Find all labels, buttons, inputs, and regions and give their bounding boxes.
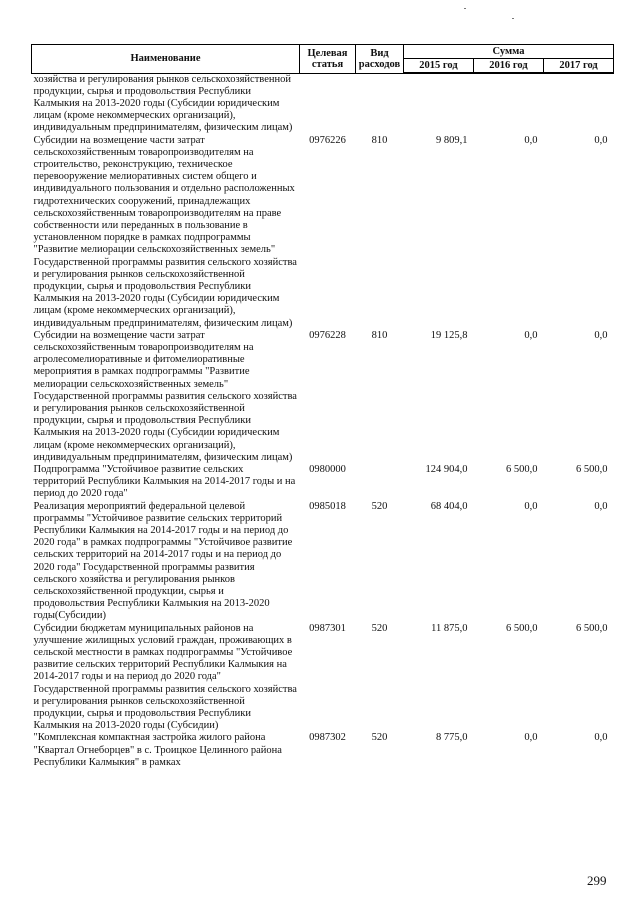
row-target-article: 0985018 (309, 500, 346, 512)
row-sum-2015 (404, 73, 474, 135)
scan-speck (464, 8, 466, 9)
header-year-2016: 2016 год (474, 59, 544, 74)
row-name: Субсидии на возмещение части затрат сельскохозяйственным товаропроизводителям на строительство, реконструкцию, техническое перевооружение мелиоративных систем общего и индивидуального пользования и отдельно расположенных гидротехнических сооружений, принадлежащих сельскохозяйственным товаропроизводителям на праве собственности или переданных в пользование в установленном порядке в рамках подпрограммы "Развитие мелиорации сельскохозяйственных земель" Государственной программы развития сельского хозяйства и регулирования рынков сельскохозяйственной продукции, сырья и продовольствия Республики Калмыкия на 2013-2020 годы (Субсидии юридическим лицам (кроме некоммерческих организаций), индивидуальным предпринимателям, физическим лицам) (33, 134, 297, 329)
row-sum-2017: 6 500,0 (576, 622, 608, 634)
row-name: "Комплексная компактная застройка жилого района "Квартал Огнеборцев" в с. Троицкое Целинного района Республики Калмыкия" в рамках (33, 732, 282, 768)
table-row (32, 464, 614, 501)
row-sum-2017: 6 500,0 (576, 464, 608, 475)
table-header (32, 45, 614, 74)
row-expense-type: 520 (371, 622, 388, 634)
header-expense-type: Вид расходов (356, 45, 404, 74)
row-name: Реализация мероприятий федеральной целевой программы "Устойчивое развитие сельских территорий Республики Калмыкия на 2014-2017 годы и на период до 2020 года" в рамках подпрограммы "Устойчивое развитие сельских территорий на 2014-2017 годы и на период до 2020 года" Государственной программы развития сельского хозяйства и регулирования рынков сельскохозяйственной продукции, сырья и продовольствия Республики Калмыкия на 2013-2020 годы(Субсидии) (33, 500, 293, 622)
header-year-2015: 2015 год (404, 59, 474, 74)
row-target-article: 0976228 (309, 329, 346, 341)
row-sum-2016: 6 500,0 (506, 622, 538, 634)
header-year-2017: 2017 год (544, 59, 614, 74)
row-expense-type: 810 (371, 329, 388, 341)
row-expense-type: 810 (371, 134, 388, 146)
table-row (32, 501, 614, 623)
row-name: хозяйства и регулирования рынков сельскохозяйственной продукции, сырья и продовольствия Республики Калмыкия на 2013-2020 годы (Субсидии юридическим лицам (кроме некоммерческих организаций), индивидуальным предпринимателям, физическим лицам) (33, 73, 293, 134)
table-row (32, 732, 614, 769)
row-target-article: 0980000 (309, 464, 346, 475)
header-sum: Сумма (404, 45, 614, 59)
row-sum-2015: 8 775,0 (436, 732, 468, 744)
row-sum-2015: 9 809,1 (436, 134, 468, 146)
scan-speck (512, 18, 514, 19)
row-sum-2016: 0,0 (524, 134, 538, 146)
row-sum-2016: 0,0 (524, 500, 538, 512)
row-sum-2017 (544, 73, 614, 135)
header-target-article: Целевая статья (300, 45, 356, 74)
row-sum-2015: 124 904,0 (425, 464, 468, 475)
row-sum-2016 (474, 73, 544, 135)
row-sum-2017: 0,0 (594, 732, 608, 744)
page-number: 299 (587, 873, 607, 888)
row-sum-2017: 0,0 (594, 329, 608, 341)
budget-table (31, 44, 614, 769)
row-name: Подпрограмма "Устойчивое развитие сельских территорий Республики Калмыкия на 2014-2017 годы и на период до 2020 года" (33, 464, 296, 500)
table-row (32, 73, 614, 135)
row-name: Субсидии бюджетам муниципальных районов на улучшение жилищных условий граждан, проживающих в сельской местности в рамках подпрограммы "Устойчивое развитие сельских территорий Республики Калмыкия на 2014-2017 годы и на период до 2020 года" Государственной программы развития сельского хозяйства и регулирования рынков сельскохозяйственной продукции, сырья и продовольствия Республики Калмыкия на 2013-2020 годы (Субсидии) (33, 622, 297, 732)
row-sum-2015: 11 875,0 (431, 622, 468, 634)
row-expense-type: 520 (371, 732, 388, 744)
row-sum-2016: 0,0 (524, 329, 538, 341)
row-sum-2016: 6 500,0 (506, 464, 538, 475)
table-row (32, 623, 614, 733)
row-expense-type: 520 (371, 500, 388, 512)
row-sum-2017: 0,0 (594, 134, 608, 146)
table-row (32, 135, 614, 330)
row-target-article: 0976226 (309, 134, 346, 146)
row-sum-2015: 19 125,8 (430, 329, 468, 341)
row-sum-2016: 0,0 (524, 732, 538, 744)
row-expense-type (356, 464, 404, 501)
row-target-article (300, 73, 356, 135)
row-target-article: 0987302 (309, 732, 346, 744)
row-target-article: 0987301 (309, 622, 346, 634)
row-expense-type (356, 73, 404, 135)
row-name: Субсидии на возмещение части затрат сельскохозяйственным товаропроизводителям на агролесомелиоративные и фитомелиоративные мероприятия в рамках подпрограммы "Развитие мелиорации сельскохозяйственных земель" Государственной программы развития сельского хозяйства и регулирования рынков сельскохозяйственной продукции, сырья и продовольствия Республики Калмыкия на 2013-2020 годы (Субсидии юридическим лицам (кроме некоммерческих организаций), индивидуальным предпринимателям, физическим лицам) (33, 329, 297, 463)
header-name: Наименование (32, 45, 300, 74)
row-sum-2017: 0,0 (594, 500, 608, 512)
table-row (32, 330, 614, 464)
row-sum-2015: 68 404,0 (430, 500, 468, 512)
